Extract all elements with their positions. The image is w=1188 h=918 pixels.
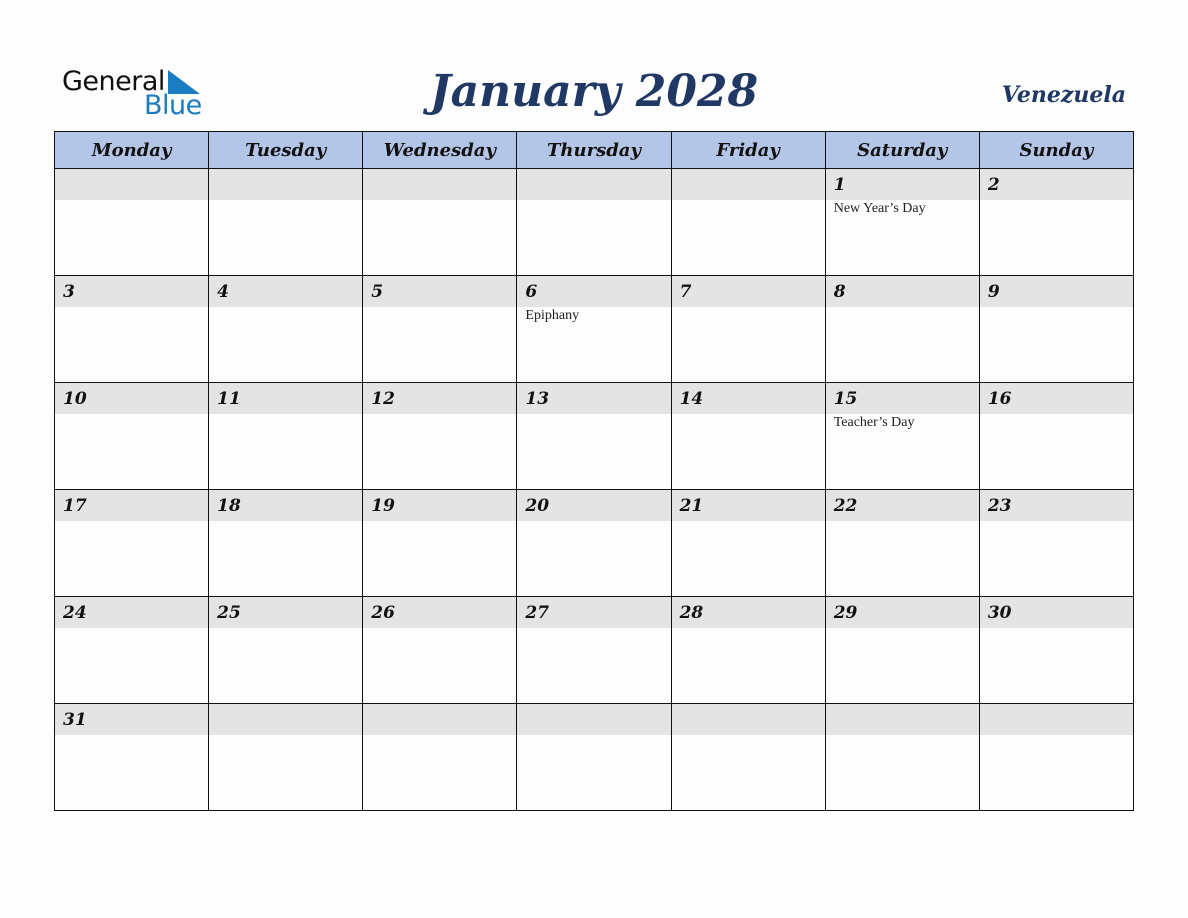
day-number-bar bbox=[55, 597, 208, 628]
day-number: 6 bbox=[525, 282, 538, 302]
day-cell[interactable] bbox=[979, 597, 1133, 704]
day-number-bar bbox=[980, 383, 1133, 414]
day-number-bar bbox=[209, 490, 362, 521]
day-number: 28 bbox=[679, 603, 704, 623]
day-number: 1 bbox=[833, 175, 846, 195]
day-number: 13 bbox=[525, 389, 550, 409]
country-label: Venezuela bbox=[1001, 82, 1126, 108]
day-number: 31 bbox=[63, 710, 87, 730]
day-number-bar bbox=[209, 276, 362, 307]
day-cell[interactable] bbox=[209, 597, 363, 704]
day-cell[interactable] bbox=[671, 704, 825, 811]
day-cell[interactable] bbox=[363, 169, 517, 276]
day-number: 7 bbox=[679, 282, 692, 302]
day-cell[interactable] bbox=[209, 169, 363, 276]
day-number: 19 bbox=[371, 496, 395, 516]
day-cell[interactable] bbox=[825, 490, 979, 597]
day-cell[interactable] bbox=[825, 276, 979, 383]
weekday-sunday: Sunday bbox=[979, 132, 1133, 169]
day-number: 8 bbox=[833, 282, 846, 302]
day-number: 16 bbox=[987, 389, 1012, 409]
calendar-grid bbox=[54, 131, 1134, 811]
day-number-bar bbox=[672, 704, 825, 735]
day-number: 25 bbox=[217, 603, 241, 623]
day-cell[interactable] bbox=[363, 383, 517, 490]
day-number: 24 bbox=[63, 603, 87, 623]
day-number-bar bbox=[517, 704, 670, 735]
holiday-label: Teacher’s Day bbox=[833, 415, 915, 430]
day-cell[interactable] bbox=[517, 169, 671, 276]
day-cell[interactable] bbox=[825, 383, 979, 490]
page-title: January 2028 bbox=[429, 66, 759, 117]
day-number-bar bbox=[517, 597, 670, 628]
weekday-tuesday: Tuesday bbox=[209, 132, 363, 169]
day-number-bar bbox=[517, 383, 670, 414]
day-number: 3 bbox=[63, 282, 75, 302]
day-number: 27 bbox=[525, 603, 550, 623]
day-cell[interactable] bbox=[209, 704, 363, 811]
week-row bbox=[55, 490, 1134, 597]
day-number-bar bbox=[363, 169, 516, 200]
day-cell[interactable] bbox=[979, 276, 1133, 383]
day-cell[interactable] bbox=[517, 597, 671, 704]
weekday-monday: Monday bbox=[55, 132, 209, 169]
day-cell[interactable] bbox=[55, 704, 209, 811]
day-number-bar bbox=[980, 169, 1133, 200]
day-cell[interactable] bbox=[55, 276, 209, 383]
holiday-label: New Year’s Day bbox=[833, 201, 926, 216]
day-number: 30 bbox=[987, 603, 1012, 623]
week-row bbox=[55, 704, 1134, 811]
logo-word-general: General bbox=[62, 66, 165, 97]
day-number: 26 bbox=[371, 603, 395, 623]
day-number: 10 bbox=[63, 389, 87, 409]
day-number-bar bbox=[672, 490, 825, 521]
day-number-bar bbox=[826, 597, 979, 628]
day-number-bar bbox=[209, 169, 362, 200]
day-number-bar bbox=[363, 383, 516, 414]
day-number: 17 bbox=[63, 496, 87, 516]
day-cell[interactable] bbox=[517, 490, 671, 597]
day-cell[interactable] bbox=[363, 276, 517, 383]
day-number: 29 bbox=[833, 603, 858, 623]
day-number-bar bbox=[209, 597, 362, 628]
day-number-bar bbox=[55, 490, 208, 521]
day-number-bar bbox=[517, 490, 670, 521]
day-number: 22 bbox=[833, 496, 858, 516]
day-number-bar bbox=[363, 597, 516, 628]
day-cell[interactable] bbox=[825, 597, 979, 704]
day-cell[interactable] bbox=[671, 490, 825, 597]
day-cell[interactable] bbox=[979, 169, 1133, 276]
day-cell[interactable] bbox=[671, 169, 825, 276]
day-number: 20 bbox=[525, 496, 550, 516]
weekday-wednesday: Wednesday bbox=[363, 132, 517, 169]
day-number: 14 bbox=[679, 389, 704, 409]
day-cell[interactable] bbox=[979, 490, 1133, 597]
day-number-bar bbox=[826, 704, 979, 735]
day-number-bar bbox=[672, 597, 825, 628]
day-cell[interactable] bbox=[55, 597, 209, 704]
day-cell[interactable] bbox=[209, 276, 363, 383]
day-number-bar bbox=[363, 276, 516, 307]
day-number-bar bbox=[55, 383, 208, 414]
day-number-bar bbox=[55, 169, 208, 200]
day-cell[interactable] bbox=[55, 490, 209, 597]
day-number-bar bbox=[826, 169, 979, 200]
day-number: 11 bbox=[217, 389, 241, 409]
day-number-bar bbox=[672, 276, 825, 307]
day-cell[interactable] bbox=[517, 704, 671, 811]
day-number: 21 bbox=[679, 496, 704, 516]
day-number-bar bbox=[980, 597, 1133, 628]
holiday-label: Epiphany bbox=[525, 308, 580, 323]
day-cell[interactable] bbox=[979, 704, 1133, 811]
day-cell[interactable] bbox=[363, 704, 517, 811]
day-number-bar bbox=[209, 383, 362, 414]
day-cell[interactable] bbox=[517, 276, 671, 383]
day-cell[interactable] bbox=[209, 383, 363, 490]
week-row bbox=[55, 597, 1134, 704]
day-number: 15 bbox=[833, 389, 858, 409]
day-cell[interactable] bbox=[671, 383, 825, 490]
day-cell[interactable] bbox=[363, 490, 517, 597]
weekday-saturday: Saturday bbox=[825, 132, 979, 169]
day-number: 18 bbox=[217, 496, 241, 516]
weekday-friday: Friday bbox=[671, 132, 825, 169]
day-number-bar bbox=[980, 490, 1133, 521]
day-number-bar bbox=[517, 276, 670, 307]
day-cell[interactable] bbox=[979, 383, 1133, 490]
week-row bbox=[55, 169, 1134, 276]
day-cell[interactable] bbox=[363, 597, 517, 704]
day-number-bar bbox=[826, 490, 979, 521]
day-number-bar bbox=[980, 704, 1133, 735]
day-number-bar bbox=[672, 383, 825, 414]
day-number-bar bbox=[517, 169, 670, 200]
day-number: 12 bbox=[371, 389, 395, 409]
day-number-bar bbox=[209, 704, 362, 735]
day-number-bar bbox=[363, 704, 516, 735]
weekday-header-row bbox=[55, 132, 1134, 169]
day-cell[interactable] bbox=[209, 490, 363, 597]
day-number-bar bbox=[55, 276, 208, 307]
day-number: 23 bbox=[987, 496, 1012, 516]
day-cell[interactable] bbox=[825, 169, 979, 276]
logo-word-blue: Blue bbox=[144, 90, 202, 121]
weekday-thursday: Thursday bbox=[517, 132, 671, 169]
day-number: 4 bbox=[217, 282, 229, 302]
day-number: 5 bbox=[371, 282, 384, 302]
day-number: 9 bbox=[987, 282, 1000, 302]
day-number-bar bbox=[826, 276, 979, 307]
day-cell[interactable] bbox=[671, 276, 825, 383]
week-row bbox=[55, 383, 1134, 490]
day-cell[interactable] bbox=[671, 597, 825, 704]
day-number-bar bbox=[55, 704, 208, 735]
day-cell[interactable] bbox=[55, 383, 209, 490]
week-row bbox=[55, 276, 1134, 383]
day-number-bar bbox=[826, 383, 979, 414]
day-number-bar bbox=[363, 490, 516, 521]
day-number-bar bbox=[980, 276, 1133, 307]
day-cell[interactable] bbox=[517, 383, 671, 490]
day-number-bar bbox=[672, 169, 825, 200]
day-cell[interactable] bbox=[55, 169, 209, 276]
day-number: 2 bbox=[987, 175, 1000, 195]
day-cell[interactable] bbox=[825, 704, 979, 811]
